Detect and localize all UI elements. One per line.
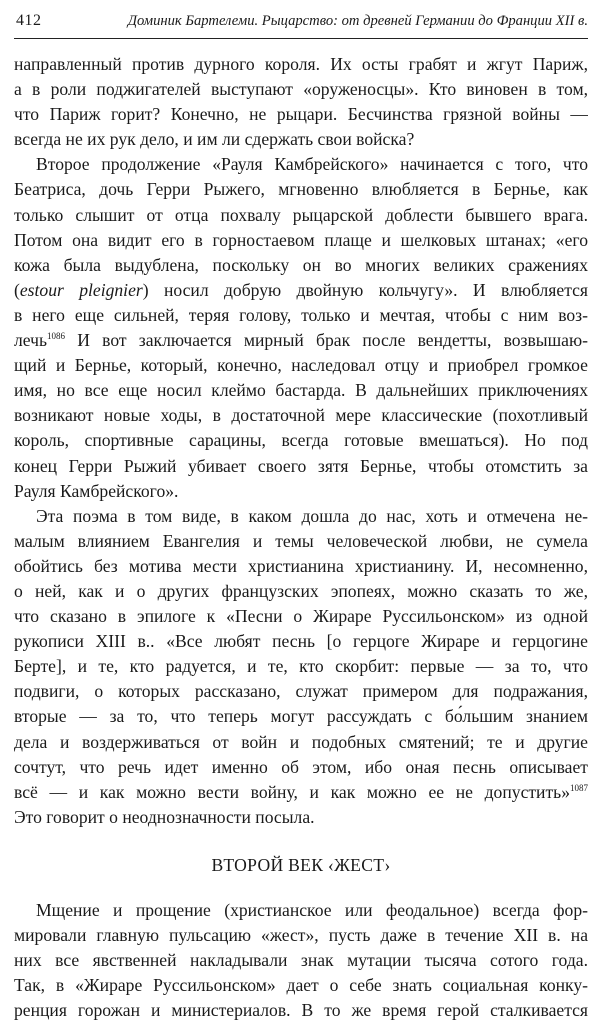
text-fragment: лечь: [14, 330, 48, 351]
text-line: конец Герри Рыжий убивает своего зятя Бернье, чтобы отомстить за: [14, 455, 588, 476]
footnote-marker[interactable]: 1086: [47, 331, 66, 342]
text-line: что сказано в эпилоге к «Песни о Жираре Руссильонском» из одной: [14, 606, 588, 627]
text-line: [14, 278, 588, 303]
text-line: малым влиянием Евангелия и темы человеческой любви, не сумела: [14, 530, 588, 551]
text-line: Мщение и прощение (христианское или феодальное) всегда фор-: [36, 899, 588, 920]
book-page: [14, 0, 588, 1021]
text-fragment: И вот заключается мирный брак после вендетты, возвышаю-: [65, 330, 588, 351]
text-fragment: ) носил добрую двойную кольчугу». И влюбляется: [142, 279, 588, 300]
text-line: щий и Бернье, который, конечно, наследовал отцу и приобрел громкое: [14, 355, 588, 376]
text-line: возникают новые ходы, в достаточной мере классические (похотливый: [14, 405, 588, 426]
body-text: [14, 52, 588, 1023]
text-line: в него еще сильней, теряя голову, только и мечтая, чтобы с ним воз-: [14, 304, 588, 325]
text-line: мировали главную пульсацию «жест», пусть даже в течение XII в. на: [14, 925, 588, 945]
text-line: кожа была выдублена, поскольку он во многих великих сражениях: [14, 254, 588, 275]
text-line: Берте], и те, кто радуется, и те, кто скорбит: первые — за то, что: [14, 656, 588, 677]
text-line: имя, но все еще носил клеймо бастарда. В дальнейших приключениях: [14, 380, 588, 401]
text-line: Потом она видит его в горностаевом плаще и шелковых штанах; «его: [14, 229, 588, 250]
page-number: 412: [16, 12, 42, 29]
text-fragment: (: [14, 279, 20, 300]
running-head: Доминик Бартелеми. Рыцарство: от древней Германии до Франции XII в.: [127, 13, 588, 29]
text-line: рукописи XIII в.. «Все любят песнь [о герцоге Жираре и герцогине: [14, 631, 588, 652]
section-heading: ВТОРОЙ ВЕК ‹ЖЕСТ›: [211, 854, 391, 875]
page-header: [14, 6, 588, 39]
text-line: Это говорит о неоднозначности посыла.: [14, 806, 315, 827]
text-line: а в роли поджигателей выступают «оруженосцы». Кто виновен в том,: [14, 79, 588, 100]
text-line: Беатриса, дочь Герри Рыжего, мгновенно влюбляется в Бернье, как: [14, 179, 588, 200]
old-french-term: estour pleignier: [19, 279, 143, 300]
text-line: [14, 328, 588, 353]
text-line: вторые — за то, что теперь могут рассуждать с бо́льшим знанием: [14, 706, 588, 727]
text-line: король, спортивные сарацины, всегда готовые вмешаться). Но под: [14, 430, 588, 451]
text-line: всегда не их рук дело, и им ли сдержать свои войска?: [14, 129, 415, 150]
text-line: Второе продолжение «Рауля Камбрейского» начинается с того, что: [36, 154, 588, 175]
text-line: Рауля Камбрейского».: [14, 480, 179, 501]
text-line: них все явственней накладывали знак мутации тысяча сотого года.: [14, 950, 588, 971]
text-line: сочтут, что речь идет именно об этом, ибо оная песнь описывает: [14, 756, 588, 777]
text-line: только слышит от отца похвалу рыцарской доблести бывшего врага.: [14, 204, 588, 225]
text-line: о ней, как и о других французских эпопеях, можно сказать то же,: [14, 580, 588, 601]
text-line: что Париж горит? Конечно, не рыцари. Бесчинства грязной войны —: [14, 104, 588, 125]
text-line: [14, 780, 588, 805]
text-line: подвиги, о которых рассказано, служат примером для подражания,: [14, 681, 588, 702]
text-line: Так, в «Жираре Руссильонском» дает о себе знать социальная конку-: [14, 975, 588, 996]
text-line: направленный против дурного короля. Их осты грабят и жгут Париж,: [14, 54, 588, 74]
footnote-marker[interactable]: 1087: [570, 782, 588, 793]
text-line: обойтись без мотива мести христианина христианину. И, несомненно,: [14, 555, 588, 576]
text-line: Эта поэма в том виде, в каком дошла до нас, хоть и отмечена не-: [36, 505, 588, 526]
text-fragment: всё — и как можно вести войну, и как можно ее не допустить»: [14, 781, 570, 802]
text-line: ренция горожан и министериалов. В то же время герой сталкивается: [14, 1000, 588, 1021]
text-line: дела и воздерживаться от войн и подобных смятений; те и другие: [14, 731, 588, 752]
